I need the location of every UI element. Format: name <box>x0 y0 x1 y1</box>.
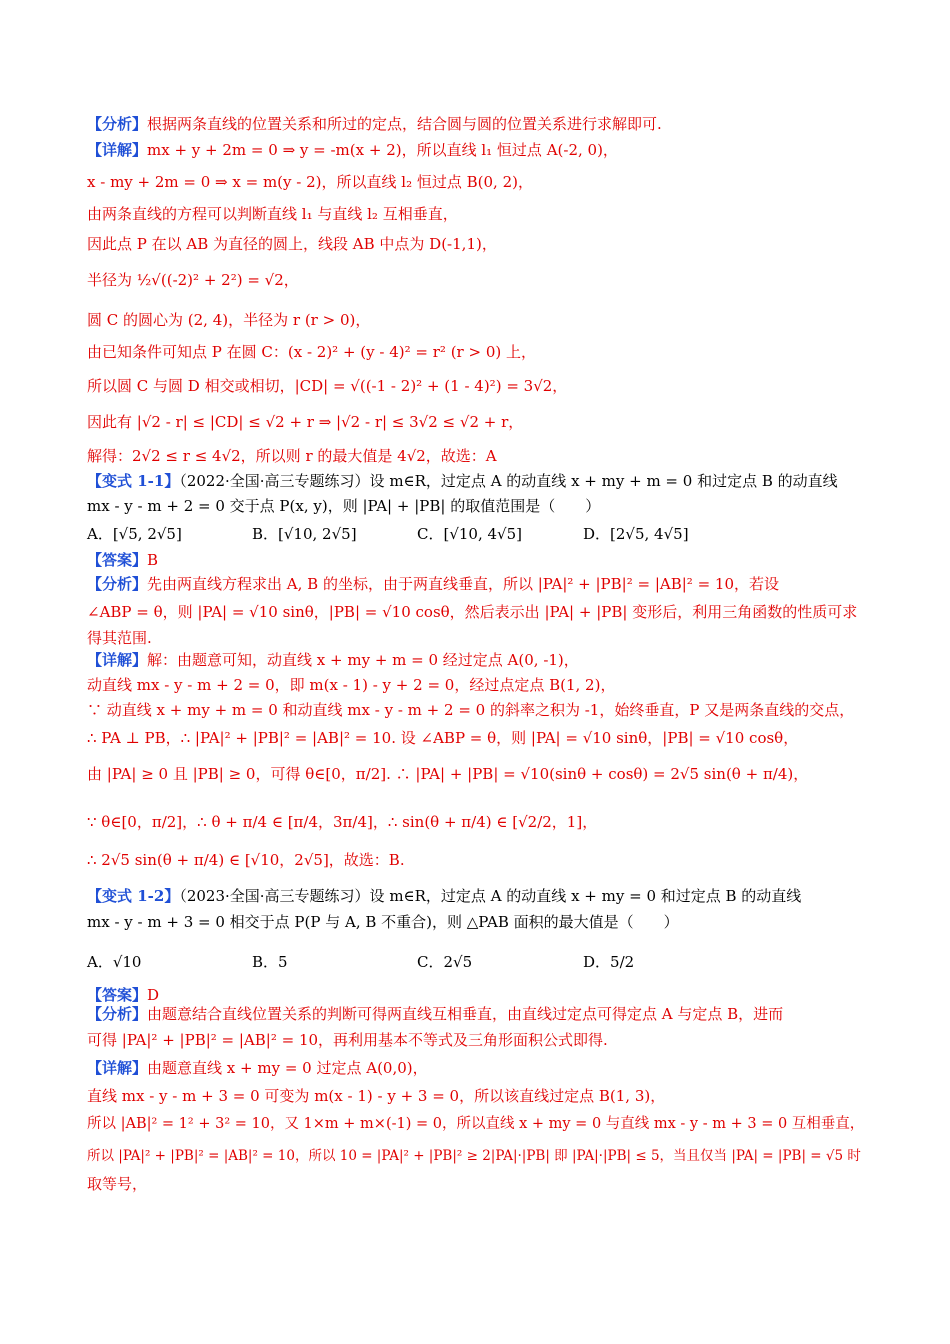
ex2-detail-line-5: 由 |PA| ≥ 0 且 |PB| ≥ 0，可得 θ∈[0，π/2]. ∴ |PA| + |PB| = √10(sinθ + cosθ) = 2√5 sin(θ + π/4)， <box>87 765 809 783</box>
ex2-stem-line-2: mx - y - m + 2 = 0 交于点 P(x, y)，则 |PA| + |PB| 的取值范围是（ ） <box>87 497 601 515</box>
ex3-stem-line-1 <box>87 886 801 906</box>
option-a[interactable]: A．√10 <box>87 953 142 971</box>
option-b[interactable]: B．5 <box>252 953 288 971</box>
ex1-detail-line-8: 所以圆 C 与圆 D 相交或相切，|CD| = √((-1 - 2)² + (1 - 4)²) = 3√2， <box>87 377 568 395</box>
ex1-detail-line-7: 由已知条件可知点 P 在圆 C：(x - 2)² + (y - 4)² = r² (r > 0) 上， <box>87 343 536 361</box>
analysis-text: 先由两直线方程求出 A, B 的坐标，由于两直线垂直，所以 |PA|² + |PB|² = |AB|² = 10，若设 <box>147 575 779 593</box>
answer-tag: 【答案】 <box>87 551 148 569</box>
variant-tag: 【变式 1-2】 <box>87 887 180 905</box>
ex2-detail-line-3: ∵ 动直线 x + my + m = 0 和动直线 mx - y - m + 2 = 0 的斜率之积为 -1，始终垂直，P 又是两条直线的交点， <box>87 701 855 719</box>
ex1-detail-line-3: 由两条直线的方程可以判断直线 l₁ 与直线 l₂ 互相垂直， <box>87 205 458 223</box>
analysis-text: 由题意结合直线位置关系的判断可得两直线互相垂直，由直线过定点可得定点 A 与定点 B，进而 <box>147 1005 784 1023</box>
detail-tag: 【详解】 <box>87 1059 148 1077</box>
ex1-analysis-line <box>87 114 662 134</box>
answer-value: D <box>147 986 160 1004</box>
variant-source: （2023·全国·高三专题练习） <box>179 887 370 905</box>
ex3-detail-line-5: 取等号， <box>87 1175 148 1193</box>
variant-source: （2022·全国·高三专题练习） <box>179 472 370 490</box>
detail-text: 由题意直线 x + my = 0 过定点 A(0,0)， <box>147 1059 428 1077</box>
option-c[interactable]: C．[√10, 4√5] <box>417 525 523 543</box>
ex2-answer-line <box>87 550 158 570</box>
answer-value: B <box>147 551 159 569</box>
analysis-tag: 【分析】 <box>87 575 148 593</box>
detail-tag: 【详解】 <box>87 651 148 669</box>
answer-tag: 【答案】 <box>87 986 148 1004</box>
ex1-detail-line-4: 因此点 P 在以 AB 为直径的圆上，线段 AB 中点为 D(-1,1)， <box>87 235 497 253</box>
ex3-detail-line-1 <box>87 1058 428 1078</box>
ex3-analysis-line-2: 可得 |PA|² + |PB|² = |AB|² = 10，再利用基本不等式及三角形面积公式即得. <box>87 1031 608 1049</box>
option-a[interactable]: A．[√5, 2√5] <box>87 525 182 543</box>
ex2-detail-line-1 <box>87 650 579 670</box>
ex1-detail-line-2: x - my + 2m = 0 ⇒ x = m(y - 2)，所以直线 l₂ 恒过点 B(0, 2)， <box>87 173 533 191</box>
ex3-stem-line-2: mx - y - m + 3 = 0 相交于点 P(P 与 A, B 不重合)，则 △PAB 面积的最大值是（ ） <box>87 913 679 931</box>
ex2-options <box>87 524 867 546</box>
ex3-analysis-line-1 <box>87 1004 783 1024</box>
variant-stem: 设 m∈R，过定点 A 的动直线 x + my = 0 和过定点 B 的动直线 <box>369 887 802 905</box>
detail-text: mx + y + 2m = 0 ⇒ y = -m(x + 2)，所以直线 l₁ 恒过点 A(-2, 0)， <box>147 141 618 159</box>
analysis-tag: 【分析】 <box>87 115 148 133</box>
option-d[interactable]: D．[2√5, 4√5] <box>583 525 689 543</box>
variant-tag: 【变式 1-1】 <box>87 472 180 490</box>
ex3-answer-line <box>87 985 159 1005</box>
ex2-analysis-line-1 <box>87 574 779 594</box>
ex2-stem-line-1 <box>87 471 838 491</box>
ex2-detail-line-6: ∵ θ∈[0，π/2]，∴ θ + π/4 ∈ [π/4，3π/4]，∴ sin(θ + π/4) ∈ [√2/2，1]， <box>87 813 598 831</box>
ex3-detail-line-4: 所以 |PA|² + |PB|² = |AB|² = 10，所以 10 = |PA|² + |PB|² ≥ 2|PA|·|PB| 即 |PA|·|PB| ≤ 5，当且仅当 |PA| = |PB| = √5 时 <box>87 1148 861 1164</box>
ex2-detail-line-2: 动直线 mx - y - m + 2 = 0，即 m(x - 1) - y + 2 = 0，经过点定点 B(1, 2)， <box>87 676 616 694</box>
ex3-detail-line-3: 所以 |AB|² = 1² + 3² = 10，又 1×m + m×(-1) = 0，所以直线 x + my = 0 与直线 mx - y - m + 3 = 0 互相垂直， <box>87 1116 865 1132</box>
option-b[interactable]: B．[√10, 2√5] <box>252 525 357 543</box>
option-c[interactable]: C．2√5 <box>417 953 473 971</box>
detail-tag: 【详解】 <box>87 141 148 159</box>
ex1-detail-line-10: 解得：2√2 ≤ r ≤ 4√2，所以则 r 的最大值是 4√2，故选：A <box>87 447 497 465</box>
ex2-analysis-line-3: 得其范围. <box>87 629 152 647</box>
ex2-analysis-line-2: ∠ABP = θ，则 |PA| = √10 sinθ，|PB| = √10 cosθ，然后表示出 |PA| + |PB| 变形后，利用三角函数的性质可求 <box>87 603 858 621</box>
ex3-detail-line-2: 直线 mx - y - m + 3 = 0 可变为 m(x - 1) - y + 3 = 0，所以该直线过定点 B(1, 3)， <box>87 1087 666 1105</box>
ex2-detail-line-4: ∴ PA ⊥ PB，∴ |PA|² + |PB|² = |AB|² = 10. 设 ∠ABP = θ，则 |PA| = √10 sinθ，|PB| = √10 cosθ， <box>87 729 799 747</box>
analysis-text: 根据两条直线的位置关系和所过的定点，结合圆与圆的位置关系进行求解即可. <box>147 115 662 133</box>
ex2-detail-line-7: ∴ 2√5 sin(θ + π/4) ∈ [√10，2√5]，故选：B. <box>87 851 405 869</box>
ex1-detail-line-5: 半径为 ½√((-2)² + 2²) = √2， <box>87 271 299 289</box>
ex1-detail-line-6: 圆 C 的圆心为 (2, 4)，半径为 r (r > 0)， <box>87 311 371 329</box>
detail-text: 解：由题意可知，动直线 x + my + m = 0 经过定点 A(0, -1)， <box>147 651 579 669</box>
ex1-detail-line-9: 因此有 |√2 - r| ≤ |CD| ≤ √2 + r ⇒ |√2 - r| ≤ 3√2 ≤ √2 + r， <box>87 413 524 431</box>
ex1-detail-line-1 <box>87 140 618 160</box>
analysis-tag: 【分析】 <box>87 1005 148 1023</box>
variant-stem: 设 m∈R，过定点 A 的动直线 x + my + m = 0 和过定点 B 的动直线 <box>369 472 838 490</box>
option-d[interactable]: D．5/2 <box>583 953 635 971</box>
ex3-options <box>87 952 867 974</box>
